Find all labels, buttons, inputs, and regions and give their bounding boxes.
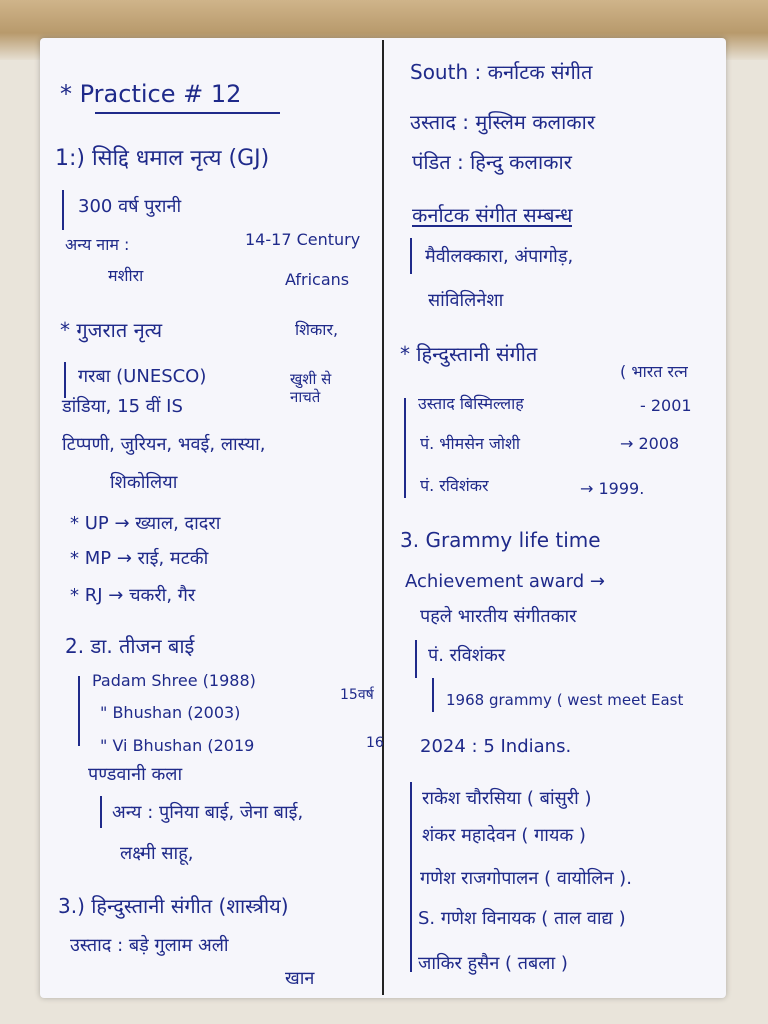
s3-khan: खान (285, 968, 315, 989)
s1-century: 14-17 Century (245, 230, 361, 249)
s2-fifteen: 15वर्ष (340, 687, 374, 703)
bracket (100, 796, 108, 828)
br1-name: उस्ताद बिस्मिल्लाह (418, 394, 524, 413)
br1-year: - 2001 (640, 396, 692, 415)
title-underline (95, 112, 280, 114)
s2-sixteen: 16 (366, 735, 384, 751)
ustad-line: उस्ताद : मुस्लिम कलाकार (410, 110, 596, 134)
s2-lakshmi: लक्ष्मी साहू, (120, 843, 194, 864)
page-title: * Practice # 12 (60, 80, 242, 108)
s2-vibhushan: " Vi Bhushan (2019 (100, 736, 255, 755)
br3-name: पं. रविशंकर (420, 476, 489, 495)
section3-heading: 3.) हिन्दुस्तानी संगीत (शास्त्रीय) (58, 894, 289, 918)
bracket (410, 782, 418, 972)
hindustani-heading: * हिन्दुस्तानी संगीत (400, 342, 538, 366)
indian-3: गणेश राजगोपालन ( वायोलिन ). (420, 868, 632, 889)
karnatak-line1: मैवीलक्कारा, अंपागोड़, (425, 246, 574, 267)
grammy-line2: Achievement award → (405, 571, 605, 592)
s2-padam: Padam Shree (1988) (92, 671, 256, 690)
s1-other-names-label: अन्य नाम : (65, 235, 130, 254)
pandit-line: पंडित : हिन्दु कलाकार (412, 150, 572, 174)
indians-2024: 2024 : 5 Indians. (420, 736, 572, 757)
section2-heading: 2. डा. तीजन बाई (65, 634, 195, 658)
mp-line: * MP → राई, मटकी (70, 548, 209, 569)
ravi-shankar: पं. रविशंकर (428, 645, 506, 666)
gujarat-heading: * गुजरात नृत्य (60, 318, 163, 342)
bracket (64, 362, 72, 398)
gujarat-line1: गरबा (UNESCO) (78, 366, 207, 387)
grammy-heading: 3. Grammy life time (400, 528, 601, 552)
indian-2: शंकर महादेवन ( गायक ) (422, 825, 586, 846)
bracket (410, 238, 418, 274)
page-divider-line (382, 40, 384, 995)
s2-others: अन्य : पुनिया बाई, जेना बाई, (112, 802, 304, 823)
br2-name: पं. भीमसेन जोशी (420, 434, 521, 453)
bharat-ratna: ( भारत रत्न (620, 362, 688, 381)
s2-bhushan: " Bhushan (2003) (100, 703, 241, 722)
gujarat-line2: डांडिया, 15 वीं IS (62, 396, 183, 417)
br2-year: → 2008 (620, 434, 680, 453)
indian-1: राकेश चौरसिया ( बांसुरी ) (422, 788, 592, 809)
grammy-1968: 1968 grammy ( west meet East (446, 691, 684, 709)
s1-other-name: मशीरा (108, 266, 144, 285)
s1-age: 300 वर्ष पुरानी (78, 196, 182, 217)
br3-year: → 1999. (580, 479, 645, 498)
indian-4: S. गणेश विनायक ( ताल वाद्य ) (418, 908, 626, 929)
indian-5: जाकिर हुसैन ( तबला ) (418, 953, 568, 974)
bracket (62, 190, 70, 230)
south-line: South : कर्नाटक संगीत (410, 60, 593, 84)
section1-heading: 1:) सिद्दि धमाल नृत्य (GJ) (55, 146, 270, 171)
bracket (415, 640, 423, 678)
s2-pandvani: पण्डवानी कला (88, 764, 183, 785)
s1-shikar: शिकार, (295, 320, 339, 339)
bracket (432, 678, 440, 712)
bracket (78, 676, 86, 746)
karnatak-line2: सांविलिनेशा (428, 290, 504, 311)
gujarat-line4: शिकोलिया (110, 472, 178, 493)
karnatak-heading: कर्नाटक संगीत सम्बन्ध (412, 203, 573, 227)
s1-africans: Africans (285, 270, 350, 289)
bracket (404, 398, 412, 498)
gujarat-line3: टिप्पणी, जुरियन, भवई, लास्या, (62, 434, 266, 455)
s1-dance-note: खुशी से नाचते (290, 370, 332, 406)
rj-line: * RJ → चकरी, गैर (70, 585, 196, 606)
s3-ustad: उस्ताद : बड़े गुलाम अली (70, 935, 229, 956)
up-line: * UP → ख्याल, दादरा (70, 513, 221, 534)
grammy-line3: पहले भारतीय संगीतकार (420, 606, 577, 627)
